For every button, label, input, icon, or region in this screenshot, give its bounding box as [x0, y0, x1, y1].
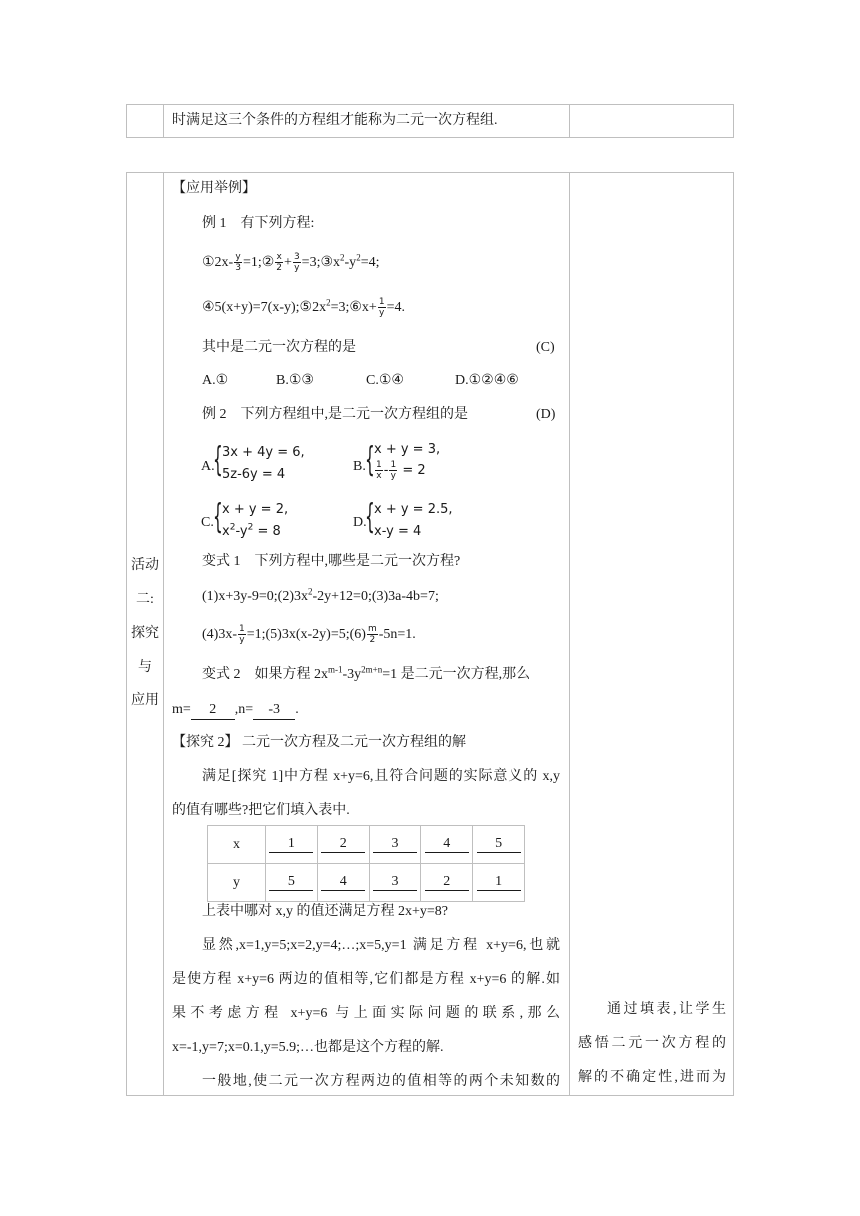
option-c-eq2: $x^2-y^2 = 8$ [222, 522, 281, 539]
top-row-left-cell [126, 104, 164, 138]
table-cell: 1 [473, 864, 525, 902]
example2-title: 例 2 下列方程组中,是二元一次方程组的是 [202, 407, 468, 422]
variant1-line1: $(1)x+3y-9=0;(2)3x^2-2y+12=0;(3)3a-4b=7$; [202, 586, 439, 604]
explore2-p1-line2: 的值有哪些?把它们填入表中. [172, 803, 350, 818]
table-header-y: y [208, 864, 266, 902]
table-cell: 3 [369, 826, 421, 864]
example1-option-a: A.① [202, 373, 229, 388]
example1-question: 其中是二元一次方程的是 [202, 340, 356, 355]
activity-label-2: 二: [136, 592, 154, 607]
example1-equations-line1: ①2x- $\frac{y}{3}$ =1;② $\frac{x}{2}$ + $\frac{3}{y}$ $=3;③x^2-y^2=4$; [202, 252, 380, 274]
example2-option-c-label: C. [201, 515, 214, 530]
main-right-cell [569, 172, 734, 1096]
side-note-line1: 通过填表,让学生 [607, 1002, 726, 1017]
example2-option-d-label: D. [353, 515, 367, 530]
brace-icon: { [213, 497, 223, 537]
activity-label-5: 应用 [131, 693, 159, 708]
top-row-text: 时满足这三个条件的方程组才能称为二元一次方程组. [172, 113, 498, 128]
top-row-right-cell [569, 104, 734, 138]
example1-answer: (C) [536, 340, 555, 355]
table-cell: 2 [317, 826, 369, 864]
explore2-p1-line1: 满足[探究 1]中方程 x+y=6,且符合问题的实际意义的 x,y [202, 769, 560, 784]
example2-answer: (D) [536, 407, 556, 422]
explore2-p3-line1: 一般地,使二元一次方程两边的值相等的两个未知数的 [202, 1074, 560, 1089]
table-cell: 4 [421, 826, 473, 864]
option-b-eq2: $\frac{1}{x}$ - $\frac{1}{y}$ = 2 [376, 460, 426, 481]
brace-icon: { [365, 440, 375, 480]
side-note-line3: 解的不确定性,进而为 [578, 1070, 726, 1085]
table-cell: 4 [317, 864, 369, 902]
table-row [208, 826, 525, 864]
option-a-eq1: 3x + 4y = 6, [222, 445, 305, 460]
brace-icon: { [213, 440, 223, 480]
example1-option-b: B.①③ [276, 373, 314, 388]
fraction: $\frac{x}{2}$ [276, 252, 283, 274]
option-d-eq2: x-y = 4 [374, 524, 422, 539]
table-row [208, 864, 525, 902]
explore2-p2-line2: 是使方程 x+y=6 两边的值相等,它们都是方程 x+y=6 的解.如 [172, 972, 560, 987]
variant2-line2: m= 2 ,n= -3 . [172, 701, 299, 720]
table-cell: 3 [369, 864, 421, 902]
answer-blank-m: 2 [191, 701, 235, 720]
activity-label-4: 与 [138, 660, 152, 675]
example1-option-d: D.①②④⑥ [455, 373, 519, 388]
explore2-p2-line3: 果不考虑方程 x+y=6 与上面实际问题的联系,那么 [172, 1006, 560, 1021]
example2-option-b-label: B. [353, 459, 366, 474]
explore2-p2-line4: x=-1,y=7;x=0.1,y=5.9;…也都是这个方程的解. [172, 1040, 444, 1055]
explore2-p2-line1: 显然,x=1,y=5;x=2,y=4;…;x=5,y=1 满足方程 x+y=6,也就 [202, 938, 560, 953]
option-b-eq1: x + y = 3, [374, 442, 441, 457]
option-c-eq1: x + y = 2, [222, 502, 289, 517]
variant1-line2: (4)3x- $\frac{1}{y}$ =1;(5)3x(x-2y)=5;(6) $\frac{m}{2}$ -5n=1. [202, 624, 416, 646]
fraction: $\frac{y}{3}$ [235, 252, 241, 274]
option-a-eq2: 5z-6y = 4 [222, 467, 286, 482]
example1-equations-line2: $④5(x+y)=7(x-y);⑤2x^2=3;⑥x+$ $\frac{1}{y}$ =4. [202, 297, 405, 319]
brace-icon: { [365, 497, 375, 537]
values-table [207, 825, 525, 902]
example1-option-c: C.①④ [366, 373, 404, 388]
explore2-question: 上表中哪对 x,y 的值还满足方程 2x+y=8? [202, 904, 449, 919]
application-heading: 【应用举例】 [172, 181, 256, 196]
answer-blank-n: -3 [253, 701, 295, 720]
side-note-line2: 感悟二元一次方程的 [578, 1036, 726, 1051]
option-d-eq1: x + y = 2.5, [374, 502, 453, 517]
activity-label-3: 探究 [131, 626, 159, 641]
table-cell: 2 [421, 864, 473, 902]
fraction: $\frac{3}{y}$ [293, 252, 300, 274]
variant2-line1: 变式 2 如果方程 $2x^{m-1}-3y^{2m+n}=1$ 是二元一次方程,那么 [202, 664, 531, 682]
table-cell: 5 [266, 864, 318, 902]
table-cell: 5 [473, 826, 525, 864]
table-cell: 1 [266, 826, 318, 864]
variant1-title: 变式 1 下列方程中,哪些是二元一次方程? [202, 554, 461, 569]
example1-title: 例 1 有下列方程: [202, 216, 315, 231]
activity-label-1: 活动 [131, 558, 159, 573]
explore2-heading: 【探究 2】 二元一次方程及二元一次方程组的解 [172, 735, 466, 750]
example2-option-a-label: A. [201, 459, 215, 474]
fraction: $\frac{1}{y}$ [378, 297, 385, 319]
table-header-x: x [208, 826, 266, 864]
